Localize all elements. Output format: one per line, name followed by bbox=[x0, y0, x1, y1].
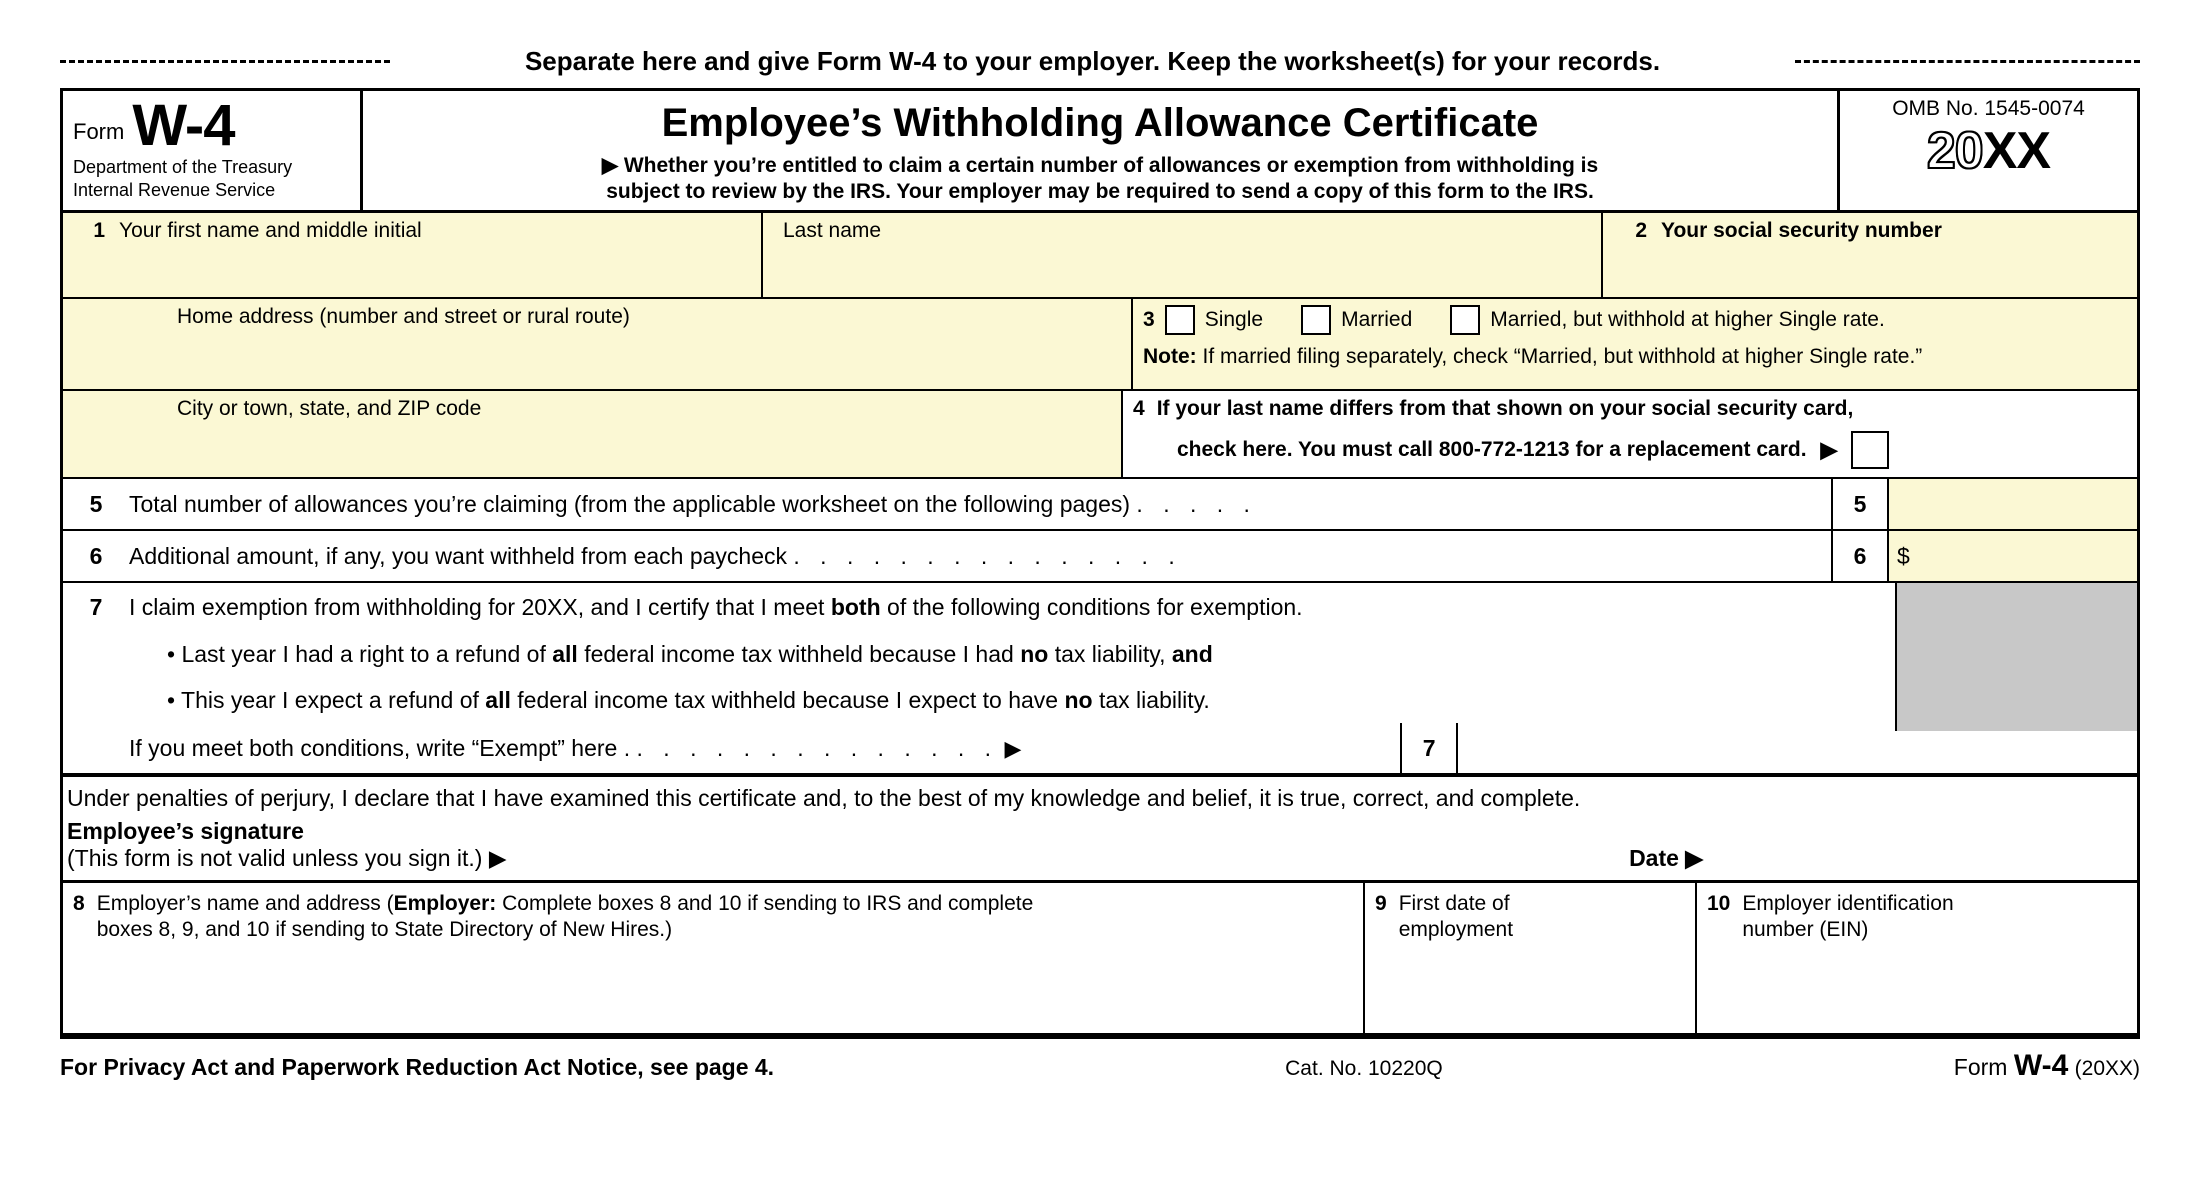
separator-row bbox=[60, 40, 2140, 82]
first-name-label: Your first name and middle initial bbox=[119, 219, 422, 243]
signature-subtitle: (This form is not valid unless you sign it.) ▶ bbox=[67, 845, 507, 872]
signature-block bbox=[63, 777, 2137, 880]
l8a: Employer’s name and address ( bbox=[96, 892, 394, 916]
line-6-box-number: 6 bbox=[1831, 531, 1889, 581]
line-4-arrow-icon: ▶ bbox=[1820, 437, 1838, 463]
b2b: all bbox=[485, 686, 511, 713]
line-6-dots: . . . . . . . . . . . . . . . bbox=[793, 542, 1182, 569]
b1f: and bbox=[1171, 640, 1213, 667]
form-outer-box bbox=[60, 88, 2140, 1039]
line-7-text-a: I claim exemption from withholding for 20XX, and I certify that I meet bbox=[129, 593, 831, 620]
line-5-row bbox=[63, 479, 2137, 531]
department-line-1: Department of the Treasury bbox=[73, 157, 293, 177]
omb-number: OMB No. 1545-0074 bbox=[1892, 97, 2085, 120]
line-7-shaded-area bbox=[1895, 583, 2137, 731]
b2a: • This year I expect a refund of bbox=[167, 686, 486, 713]
line-7-text-c: of the following conditions for exemption. bbox=[880, 593, 1303, 620]
line-5-input[interactable] bbox=[1889, 479, 2137, 529]
header-left bbox=[63, 91, 363, 210]
line-4-block bbox=[1123, 391, 2137, 479]
l9-1: First date of bbox=[1398, 892, 1510, 916]
city-label: City or town, state, and ZIP code bbox=[177, 397, 482, 421]
line-10-text bbox=[1742, 891, 1953, 942]
line-7-block bbox=[63, 583, 2137, 775]
b2e: tax liability. bbox=[1092, 686, 1210, 713]
checkbox-married-higher-rate[interactable] bbox=[1450, 305, 1480, 335]
marital-status-group bbox=[1133, 299, 2137, 391]
dashed-line-left bbox=[60, 60, 390, 63]
form-header bbox=[63, 91, 2137, 213]
l8-bold: Employer: bbox=[393, 892, 497, 916]
footer-form-word: Form bbox=[1953, 1054, 2008, 1081]
line-7-exempt-text bbox=[63, 735, 1400, 762]
line-7-text-b: both bbox=[830, 593, 881, 620]
note-text: If married filing separately, check “Married, but withhold at higher Single rate.” bbox=[1202, 345, 1923, 369]
line-7-dots: . . . . . . . . . . . . . . bbox=[636, 734, 999, 761]
line-5-text bbox=[129, 491, 1831, 518]
line-7-bullet-1-row bbox=[63, 631, 2137, 677]
b1d: no bbox=[1020, 640, 1049, 667]
line-7-final-text: If you meet both conditions, write “Exempt” here . bbox=[129, 734, 631, 761]
line-7-bullet-2-row bbox=[63, 677, 2137, 723]
form-number-title: W-4 bbox=[132, 93, 235, 158]
last-name-label: Last name bbox=[783, 219, 882, 243]
line-6-text bbox=[129, 543, 1831, 570]
line-6-number: 6 bbox=[89, 542, 103, 569]
first-date-employment-field[interactable] bbox=[1365, 883, 1697, 1033]
b1b: all bbox=[552, 640, 578, 667]
checkbox-single[interactable] bbox=[1165, 305, 1195, 335]
row-names bbox=[63, 213, 2137, 299]
tax-year bbox=[1850, 122, 2127, 180]
line-9-number: 9 bbox=[1375, 892, 1387, 916]
line-5-number: 5 bbox=[89, 490, 103, 517]
ssn-label: Your social security number bbox=[1661, 219, 1942, 243]
line-7-exempt-row bbox=[63, 723, 2137, 775]
department-line-2: Internal Revenue Service bbox=[73, 179, 276, 200]
line-3-number: 3 bbox=[1143, 308, 1155, 332]
l8b: Complete boxes 8 and 10 if sending to IRS and complete bbox=[496, 892, 1034, 916]
marital-note bbox=[1143, 345, 2127, 369]
line-6-input[interactable]: $ bbox=[1889, 531, 2137, 581]
line-7-row bbox=[63, 583, 2137, 631]
line-1-number: 1 bbox=[93, 219, 105, 243]
tax-year-suffix: XX bbox=[1982, 122, 2051, 180]
line-4-number: 4 bbox=[1133, 397, 1145, 421]
line-7-bullet-2 bbox=[63, 687, 1210, 714]
line-7-arrow-icon: ▶ bbox=[1004, 735, 1022, 761]
header-center bbox=[363, 91, 1837, 210]
footer-form-id bbox=[1954, 1049, 2140, 1083]
line-6-row bbox=[63, 531, 2137, 583]
b2c: federal income tax withheld because I expect to have bbox=[510, 686, 1065, 713]
b1a: • Last year I had a right to a refund of bbox=[167, 640, 553, 667]
subtitle-line-1: Whether you’re entitled to claim a certain number of allowances or exemption from withholding is bbox=[623, 154, 1599, 177]
header-subtitle bbox=[377, 153, 1823, 204]
line-4-text-1: If your last name differs from that shown on your social security card, bbox=[1156, 397, 1854, 421]
date-field[interactable] bbox=[1629, 845, 2133, 872]
line-7-text bbox=[129, 594, 2137, 621]
ein-field[interactable] bbox=[1697, 883, 2137, 1033]
subtitle-arrow-icon: ▶ bbox=[601, 154, 618, 177]
b1e: tax liability, bbox=[1048, 640, 1172, 667]
l8c: boxes 8, 9, and 10 if sending to State Directory of New Hires.) bbox=[96, 917, 673, 941]
row-address-marital bbox=[63, 299, 2137, 391]
checkbox-married[interactable] bbox=[1301, 305, 1331, 335]
signature-title: Employee’s signature bbox=[67, 818, 304, 845]
page-title: Employee’s Withholding Allowance Certificate bbox=[661, 101, 1539, 145]
header-right bbox=[1837, 91, 2137, 210]
last-name-field[interactable] bbox=[763, 213, 1603, 299]
label-single: Single bbox=[1204, 308, 1264, 332]
line-5-box-number: 5 bbox=[1831, 479, 1889, 529]
l10-2: number (EIN) bbox=[1742, 917, 1869, 941]
line-8-text bbox=[97, 891, 1034, 942]
label-married: Married bbox=[1341, 308, 1413, 332]
line-8-number: 8 bbox=[73, 892, 85, 916]
perjury-statement: Under penalties of perjury, I declare that I have examined this certificate and, to the best of my knowledge and belief, it is true, correct, and complete. bbox=[67, 785, 1581, 812]
separator-text: Separate here and give Form W-4 to your employer. Keep the worksheet(s) for your records. bbox=[524, 45, 1661, 76]
city-state-zip-field[interactable] bbox=[63, 391, 1123, 479]
footer-year: (20XX) bbox=[2074, 1057, 2140, 1081]
privacy-notice: For Privacy Act and Paperwork Reduction Act Notice, see page 4. bbox=[60, 1054, 775, 1081]
line-6-description: Additional amount, if any, you want withheld from each paycheck bbox=[129, 542, 787, 569]
line-4-text-2: check here. You must call 800-772-1213 for a replacement card. bbox=[1177, 438, 1807, 462]
footer-form-number: W-4 bbox=[2013, 1049, 2069, 1083]
l10-1: Employer identification bbox=[1742, 892, 1954, 916]
first-name-field[interactable] bbox=[63, 213, 763, 299]
line-7-bullet-1 bbox=[63, 641, 1213, 668]
b1c: federal income tax withheld because I had bbox=[577, 640, 1021, 667]
note-bold-label: Note: bbox=[1143, 345, 1197, 369]
subtitle-line-2: subject to review by the IRS. Your employer may be required to send a copy of this form to the IRS. bbox=[606, 179, 1594, 203]
numbered-lines bbox=[63, 479, 2137, 777]
line-9-text bbox=[1399, 891, 1513, 942]
date-label: Date ▶ bbox=[1629, 845, 1703, 872]
home-address-field[interactable] bbox=[63, 299, 1133, 391]
home-address-label: Home address (number and street or rural route) bbox=[177, 305, 630, 329]
tax-year-prefix: 20 bbox=[1926, 122, 1983, 180]
w4-form bbox=[60, 40, 2140, 1083]
label-married-higher-rate: Married, but withhold at higher Single rate. bbox=[1490, 308, 1885, 332]
catalog-number: Cat. No. 10220Q bbox=[1285, 1057, 1443, 1081]
form-word-label: Form bbox=[73, 119, 125, 144]
b2d: no bbox=[1064, 686, 1093, 713]
row-city-line4 bbox=[63, 391, 2137, 479]
l9-2: employment bbox=[1398, 917, 1514, 941]
signature-left[interactable] bbox=[67, 818, 1629, 872]
checkbox-name-differs[interactable] bbox=[1851, 431, 1889, 469]
line-10-number: 10 bbox=[1707, 892, 1731, 916]
line-2-number: 2 bbox=[1635, 219, 1647, 243]
line-7-box-number: 7 bbox=[1400, 723, 1458, 773]
line-5-description: Total number of allowances you’re claiming (from the applicable worksheet on the following pages) bbox=[129, 490, 1131, 517]
employer-section bbox=[63, 880, 2137, 1036]
dashed-line-right bbox=[1795, 60, 2140, 63]
form-footer bbox=[60, 1039, 2140, 1083]
line-7-number: 7 bbox=[89, 593, 103, 620]
line-5-dots: . . . . . bbox=[1136, 490, 1257, 517]
employer-name-address-field[interactable] bbox=[63, 883, 1365, 1033]
ssn-field[interactable] bbox=[1603, 213, 2137, 299]
